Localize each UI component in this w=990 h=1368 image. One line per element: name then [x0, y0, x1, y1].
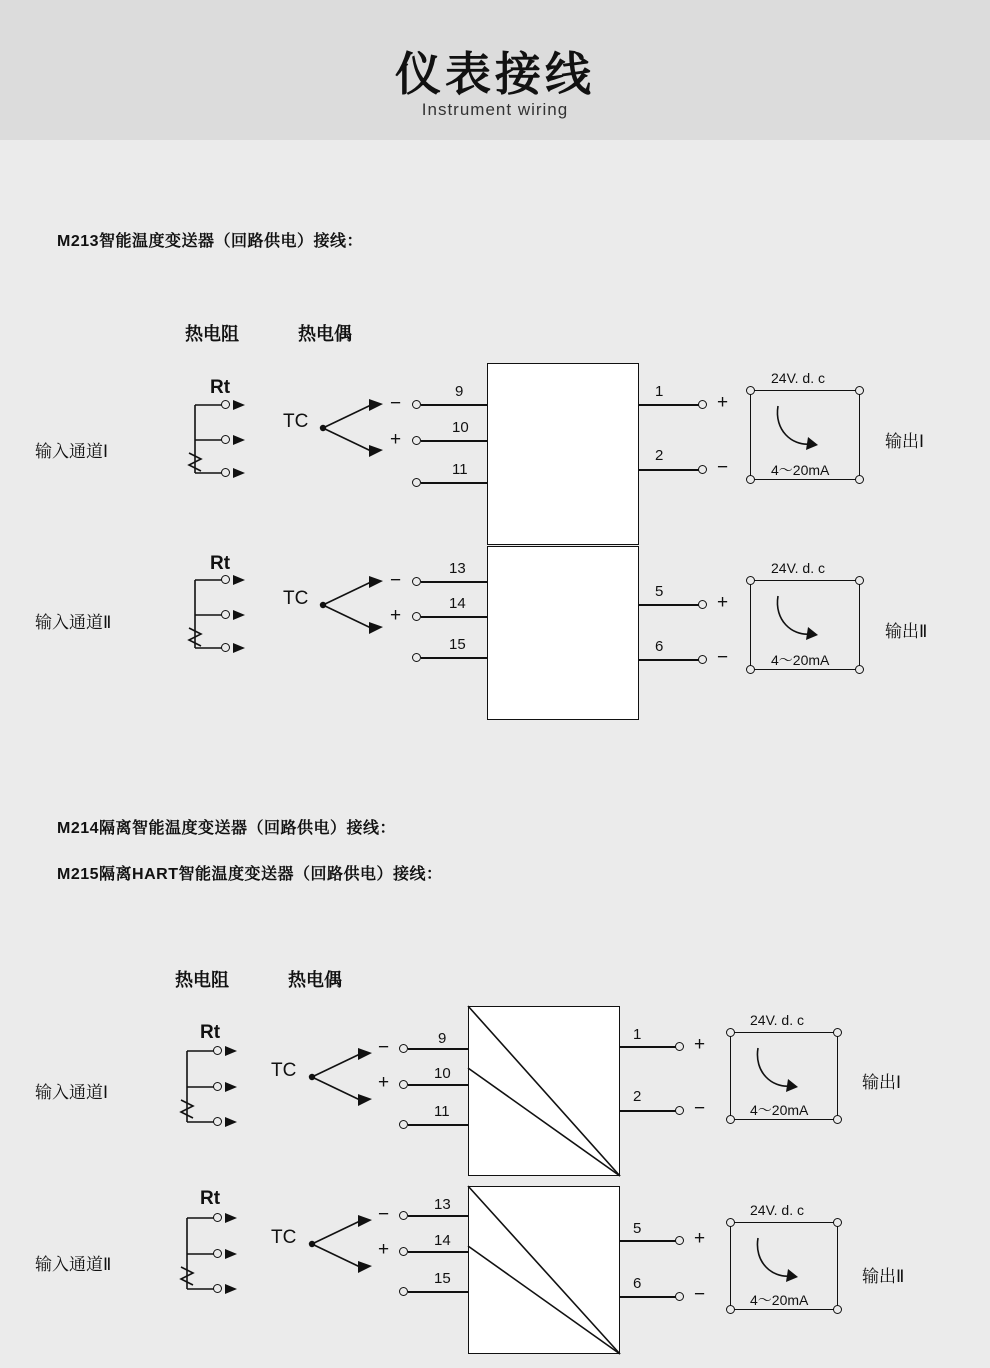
- iso-supply-node-ch2-bl: [726, 1305, 735, 1314]
- section-1-caption: M213智能温度变送器（回路供电）接线：: [57, 233, 364, 250]
- iso-lead-14: [408, 1251, 469, 1253]
- iso-terminal-number-6: 6: [633, 1275, 642, 1292]
- iso-rtd-terminal-ch2-a: [213, 1213, 222, 1222]
- page-title: 仪表接线: [395, 48, 595, 100]
- iso-tc-plus-ch1: +: [378, 1072, 390, 1093]
- iso-lead-10: [408, 1084, 469, 1086]
- isolation-diagonals-ch1: [468, 1006, 620, 1176]
- iso-input-channel-1-label: 输入通道Ⅰ: [35, 1083, 109, 1102]
- iso-terminal-number-14: 14: [434, 1232, 451, 1249]
- iso-lead-9: [408, 1048, 469, 1050]
- iso-supply-node-ch1-br: [833, 1115, 842, 1124]
- output-2-label: 输出Ⅱ: [885, 622, 928, 641]
- iso-current-label-ch1: 4～20mA: [750, 1102, 809, 1118]
- output-plus-ch2: +: [717, 592, 729, 613]
- section-2-caption-1: M214隔离智能温度变送器（回路供电）接线：: [57, 820, 397, 837]
- terminal-number-5: 5: [655, 583, 664, 600]
- page-subtitle: Instrument wiring: [421, 100, 569, 119]
- iso-lead-6: [620, 1296, 676, 1298]
- terminal-number-10: 10: [452, 419, 469, 436]
- tc-heading-1: 热电偶: [298, 324, 352, 344]
- iso-tc-minus-ch2: −: [378, 1204, 390, 1225]
- iso-input-terminal-14: [399, 1247, 408, 1256]
- terminal-number-15: 15: [449, 636, 466, 653]
- iso-supply-node-ch2-tr: [833, 1218, 842, 1227]
- iso-rtd-terminal-ch1-a: [213, 1046, 222, 1055]
- iso-input-terminal-10: [399, 1080, 408, 1089]
- iso-rtd-terminal-ch1-b: [213, 1082, 222, 1091]
- output-minus-ch2: −: [717, 647, 729, 668]
- supply-label-ch2: 24V. d. c: [771, 560, 825, 576]
- iso-supply-node-ch1-tl: [726, 1028, 735, 1037]
- isolation-diagonals-ch2: [468, 1186, 620, 1354]
- iso-input-channel-2-label: 输入通道Ⅱ: [35, 1255, 112, 1274]
- terminal-number-1: 1: [655, 383, 664, 400]
- iso-supply-label-ch1: 24V. d. c: [750, 1012, 804, 1028]
- iso-input-terminal-9: [399, 1044, 408, 1053]
- input-channel-2-label: 输入通道Ⅱ: [35, 613, 112, 632]
- iso-tc-label-ch2: TC: [271, 1227, 297, 1248]
- terminal-number-13: 13: [449, 560, 466, 577]
- iso-input-terminal-15: [399, 1287, 408, 1296]
- iso-tc-label-ch1: TC: [271, 1060, 297, 1081]
- current-label-ch2: 4～20mA: [771, 652, 830, 668]
- tc-plus-ch2: +: [390, 605, 402, 626]
- iso-terminal-number-5: 5: [633, 1220, 642, 1237]
- iso-rtd-terminal-ch1-c: [213, 1117, 222, 1126]
- iso-lead-11: [408, 1124, 469, 1126]
- iso-terminal-number-11: 11: [434, 1103, 450, 1120]
- rt-label-ch2: Rt: [210, 553, 231, 574]
- iso-rtd-terminal-ch2-b: [213, 1249, 222, 1258]
- iso-rt-label-ch2: Rt: [200, 1188, 221, 1209]
- tc-minus-ch2: −: [390, 570, 402, 591]
- iso-output-minus-ch1: −: [694, 1098, 706, 1119]
- terminal-number-9: 9: [455, 383, 464, 400]
- iso-terminal-number-1: 1: [633, 1026, 642, 1043]
- iso-rtd-wiring-ch1: [167, 1039, 257, 1134]
- iso-output-terminal-5: [675, 1236, 684, 1245]
- input-channel-1-label: 输入通道Ⅰ: [35, 442, 109, 461]
- iso-tc-minus-ch1: −: [378, 1037, 390, 1058]
- tc-plus-ch1: +: [390, 429, 402, 450]
- iso-current-source-arc-ch2: [750, 1232, 820, 1287]
- tc-heading-2: 热电偶: [288, 970, 342, 990]
- iso-rt-label-ch1: Rt: [200, 1022, 221, 1043]
- iso-output-terminal-1: [675, 1042, 684, 1051]
- iso-output-terminal-6: [675, 1292, 684, 1301]
- iso-output-2-label: 输出Ⅱ: [862, 1267, 905, 1286]
- iso-rtd-wiring-ch2: [167, 1206, 257, 1301]
- terminal-number-2: 2: [655, 447, 664, 464]
- iso-supply-node-ch1-tr: [833, 1028, 842, 1037]
- iso-supply-node-ch2-br: [833, 1305, 842, 1314]
- iso-lead-13: [408, 1215, 469, 1217]
- rt-label-ch1: Rt: [210, 377, 231, 398]
- iso-output-1-label: 输出Ⅰ: [862, 1073, 902, 1092]
- terminal-number-14: 14: [449, 595, 466, 612]
- tc-minus-ch1: −: [390, 393, 402, 414]
- iso-tc-wiring-ch1: [304, 1042, 414, 1114]
- iso-supply-node-ch2-tl: [726, 1218, 735, 1227]
- iso-terminal-number-2: 2: [633, 1088, 642, 1105]
- iso-output-plus-ch2: +: [694, 1228, 706, 1249]
- iso-rtd-terminal-ch2-c: [213, 1284, 222, 1293]
- iso-lead-15: [408, 1291, 469, 1293]
- iso-input-terminal-11: [399, 1120, 408, 1129]
- iso-supply-label-ch2: 24V. d. c: [750, 1202, 804, 1218]
- iso-output-plus-ch1: +: [694, 1034, 706, 1055]
- iso-terminal-number-9: 9: [438, 1030, 447, 1047]
- terminal-number-11: 11: [452, 461, 468, 478]
- iso-supply-node-ch1-bl: [726, 1115, 735, 1124]
- tc-label-ch2: TC: [283, 588, 309, 609]
- tc-label-ch1: TC: [283, 411, 309, 432]
- iso-terminal-number-13: 13: [434, 1196, 451, 1213]
- rtd-heading-1: 热电阻: [185, 324, 239, 344]
- iso-tc-plus-ch2: +: [378, 1239, 390, 1260]
- iso-current-source-arc-ch1: [750, 1042, 820, 1097]
- section-2-caption-2: M215隔离HART智能温度变送器（回路供电）接线：: [57, 866, 443, 883]
- iso-lead-5: [620, 1240, 676, 1242]
- output-1-label: 输出Ⅰ: [885, 432, 925, 451]
- iso-tc-wiring-ch2: [304, 1209, 414, 1281]
- iso-current-label-ch2: 4～20mA: [750, 1292, 809, 1308]
- iso-terminal-number-15: 15: [434, 1270, 451, 1287]
- iso-input-terminal-13: [399, 1211, 408, 1220]
- iso-output-minus-ch2: −: [694, 1284, 706, 1305]
- supply-label-ch1: 24V. d. c: [771, 370, 825, 386]
- current-label-ch1: 4～20mA: [771, 462, 830, 478]
- output-plus-ch1: +: [717, 392, 729, 413]
- iso-output-terminal-2: [675, 1106, 684, 1115]
- iso-lead-2: [620, 1110, 676, 1112]
- iso-lead-1: [620, 1046, 676, 1048]
- rtd-heading-2: 热电阻: [175, 970, 229, 990]
- output-minus-ch1: −: [717, 457, 729, 478]
- iso-terminal-number-10: 10: [434, 1065, 451, 1082]
- terminal-number-6: 6: [655, 638, 664, 655]
